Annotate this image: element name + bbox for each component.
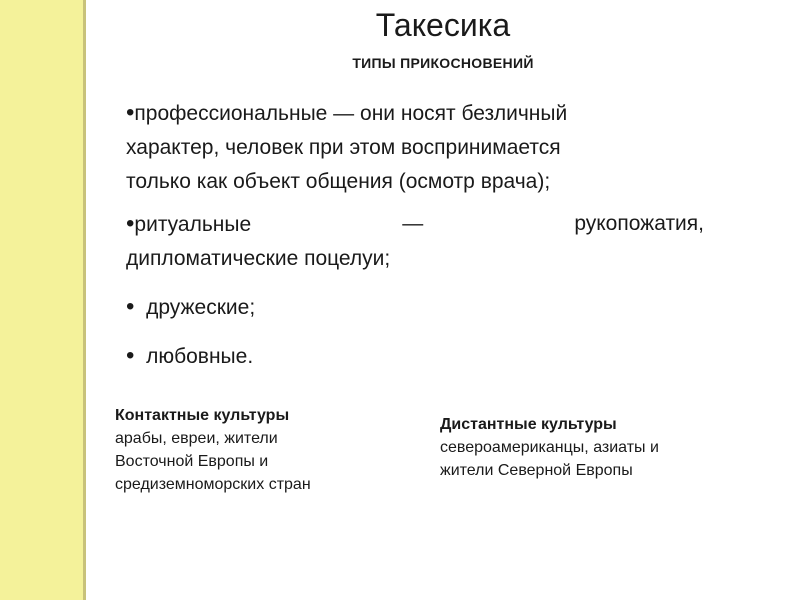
- touch-types-list: [126, 96, 704, 374]
- bullet-ritual-word2: рукопожатия,: [574, 212, 704, 235]
- bullet-friendly: [126, 290, 704, 325]
- bullet-professional: [126, 96, 704, 199]
- distant-cultures-line2: жители Северной Европы: [440, 462, 633, 479]
- bullet-ritual-dash: —: [402, 212, 424, 235]
- bullet-dot: •: [126, 99, 135, 126]
- bullet-ritual-line2: дипломатические поцелуи;: [126, 247, 391, 270]
- bullet-love: [126, 339, 704, 374]
- bullet-professional-line2: [126, 131, 704, 165]
- distant-cultures-heading: Дистантные культуры: [440, 416, 617, 433]
- bullet-professional-line1: [126, 96, 704, 131]
- slide-subtitle: ТИПЫ ПРИКОСНОВЕНИЙ: [352, 55, 534, 71]
- bullet-ritual-word1-group: [126, 207, 251, 242]
- bullet-love-text: любовные.: [146, 345, 254, 368]
- side-accent-bar: [0, 0, 86, 600]
- contact-cultures-line3: средиземноморских стран: [115, 476, 311, 493]
- bullet-professional-line2-text: характер, человек при этом воспринимается: [126, 136, 561, 159]
- bullet-dot: •: [126, 342, 135, 369]
- contact-cultures-line1: арабы, евреи, жители: [115, 430, 278, 447]
- bullet-professional-line3: только как объект общения (осмотр врача);: [126, 170, 551, 193]
- contact-cultures-block: [115, 404, 405, 496]
- bullet-ritual-line1: [126, 207, 704, 242]
- distant-cultures-line1: североамериканцы, азиаты и: [440, 439, 659, 456]
- slide-title: Такесика: [375, 7, 511, 43]
- distant-cultures-block: [440, 413, 760, 482]
- bullet-ritual: [126, 207, 704, 276]
- bullet-professional-lead: профессиональные — они носят безличный: [134, 102, 568, 125]
- contact-cultures-line2: Восточной Европы и: [115, 453, 269, 470]
- contact-cultures-heading: Контактные культуры: [115, 407, 290, 424]
- bullet-dot: •: [126, 293, 135, 320]
- bullet-ritual-word1: ритуальные: [134, 213, 252, 236]
- bullet-friendly-text: дружеские;: [146, 296, 256, 319]
- bullet-dot: •: [126, 210, 135, 237]
